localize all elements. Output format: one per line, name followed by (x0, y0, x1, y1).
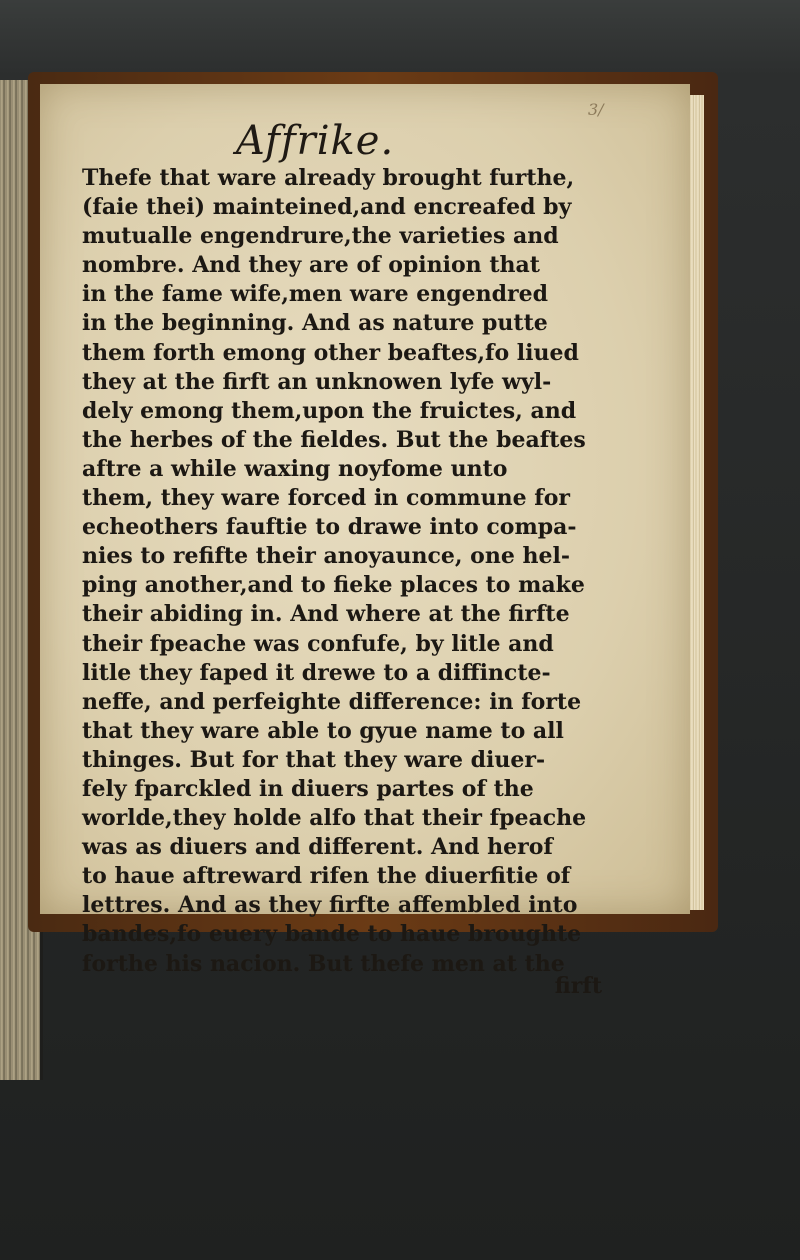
text-line: litle they faped it drewe to a diffincte- (82, 659, 551, 686)
text-line: nies to refifte their anoyaunce, one hel- (82, 543, 570, 570)
text-line: in the beginning. And as nature putte (82, 310, 548, 337)
text-line: worlde,they holde alfo that their fpeache (82, 805, 587, 832)
text-line: to haue aftreward rifen the diuerfitie of (82, 863, 571, 890)
text-line: the herbes of the fieldes. But the beaftes (82, 426, 586, 453)
text-line: neffe, and perfeighte difference: in forte (82, 688, 582, 715)
text-line: was as diuers and different. And herof (82, 834, 553, 861)
catchword: firft (554, 972, 602, 999)
text-line: ping another,and to fieke places to make (82, 572, 585, 599)
text-line: dely emong them,upon the fruictes, and (82, 397, 577, 424)
text-line: their fpeache was confufe, by litle and (82, 630, 554, 657)
text-line: bandes,fo euery bande to haue broughte (82, 921, 582, 948)
running-head-title: Affrike. (235, 118, 395, 164)
text-line: aftre a while waxing noyfome unto (82, 455, 508, 482)
text-line: thinges. But for that they ware diuer- (82, 746, 546, 773)
text-line: (faie thei) mainteined,and encreafed by (82, 194, 572, 221)
text-line: they at the firft an unknowen lyfe wyl- (82, 368, 552, 395)
text-line: nombre. And they are of opinion that (82, 252, 540, 279)
text-line: mutualle engendrure,the varieties and (82, 223, 559, 250)
text-line: in the fame wife,men ware engendred (82, 281, 548, 308)
text-line: Thefe that ware already brought furthe, (82, 165, 575, 191)
text-line: that they ware able to gyue name to all (82, 717, 564, 744)
page-number: 3/ (588, 100, 604, 119)
text-line: echeothers fauftie to drawe into compa- (82, 514, 577, 541)
text-line: fely fparckled in diuers partes of the (82, 775, 534, 802)
text-line: lettres. And as they firfte affembled into (82, 892, 578, 919)
text-line: their abiding in. And where at the firfte (82, 601, 570, 628)
text-line: them forth emong other beaftes,fo liued (82, 339, 579, 366)
text-line: forthe his nacion. But thefe men at the (82, 950, 565, 977)
page-body-text (82, 164, 642, 999)
text-line: them, they ware forced in commune for (82, 485, 570, 512)
